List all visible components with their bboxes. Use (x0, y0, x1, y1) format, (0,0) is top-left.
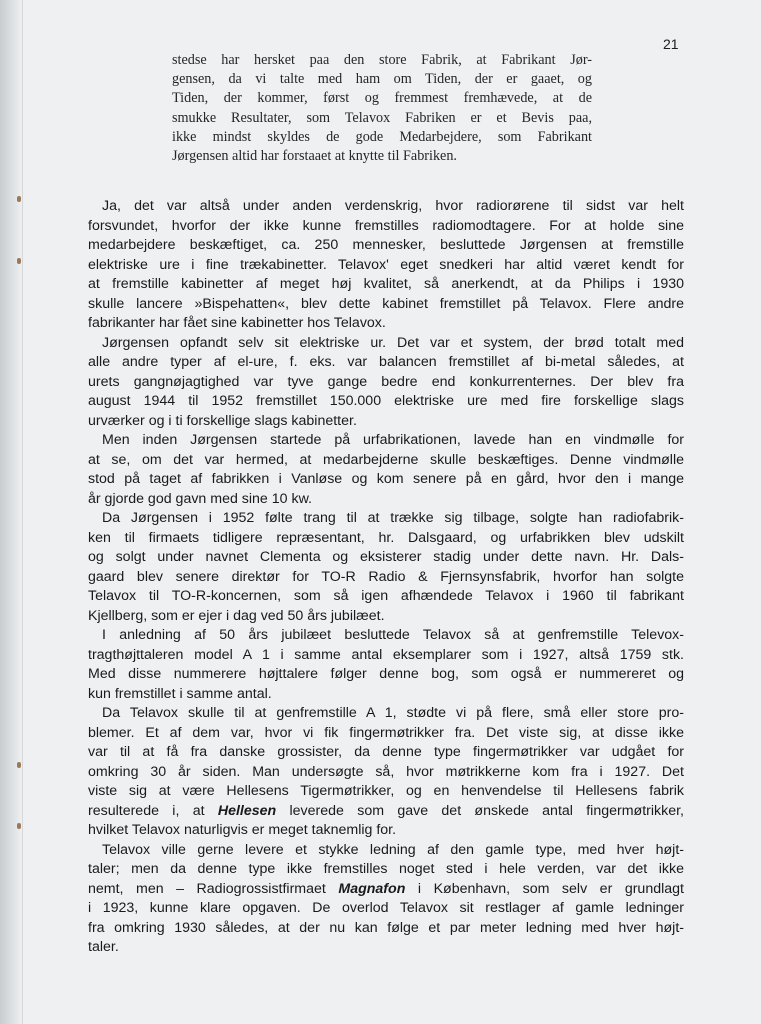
body-line: viste sig at være Hellesens Tigermøtrikker, og en henvendelse til Hellesens fabrik (88, 783, 684, 799)
body-line: I anledning af 50 års jubilæet besluttede Telavox så at genfremstille Televox- (102, 627, 684, 643)
body-line: urets gangnøjagtighed var tyve gange bedre end konkurrenternes. Der blev fra (88, 373, 684, 390)
quote-line: stedse har hersket paa den store Fabrik, at Fabrikant Jør- (172, 52, 592, 68)
body-text-run: nemt, men – Radiogrossistfirmaet (88, 880, 339, 897)
page-number: 21 (663, 36, 679, 52)
quote-block (172, 51, 592, 166)
body-line: Med disse nummerere højttalere følger denne bog, som også er nummereret og (88, 666, 684, 682)
body-line: Kjellberg, som er ejer i dag ved 50 års jubilæet. (88, 607, 385, 624)
binding-hole (17, 762, 21, 768)
body-line: og solgt under navnet Clementa og eksisterer stadig under dette navn. Hr. Dals- (88, 549, 684, 565)
body-text-run: i København, som selv er grundlagt (405, 880, 684, 897)
binding-edge (0, 0, 23, 1024)
quote-line: Tiden, der kommer, først og fremmest fremhævede, at de (172, 90, 592, 107)
body-line: skulle lancere »Bispehatten«, blev dette kabinet fremstillet på Telavox. Flere andre (88, 295, 684, 312)
body-text (88, 197, 684, 958)
body-line: forsvundet, hvorfor der ikke kunne fremstilles radiomodtagere. For at holde sine (88, 217, 684, 234)
body-line: Telavox til TO-R-koncernen, som så igen afhændede Telavox i 1960 til fabrikant (88, 588, 684, 604)
body-line: Telavox ville gerne levere et stykke ledning af den gamle type, med hver højt- (102, 841, 684, 858)
body-line: ken til firmaets tidligere repræsentant, hr. Dalsgaard, og urfabrikken blev udskilt (88, 529, 684, 546)
body-line: var til at få fra danske grossister, da denne type fingermøtrikker var udgået for (88, 744, 684, 760)
binding-hole (17, 823, 21, 829)
body-line: Men inden Jørgensen startede på urfabrikationen, lavede han en vindmølle for (102, 432, 684, 448)
body-line: år gjorde god gavn med sine 10 kw. (88, 490, 312, 507)
body-line: medarbejdere beskæftiget, ca. 250 mennesker, besluttede Jørgensen at fremstille (88, 237, 684, 253)
body-line: tragthøjttaleren model A 1 i samme antal eksemplarer som i 1927, altså 1759 stk. (88, 646, 684, 663)
quote-line: smukke Resultater, som Telavox Fabriken er et Bevis paa, (172, 109, 592, 126)
body-line: at fremstille kabinetter af meget høj kvalitet, så anerkendt, at da Philips i 1930 (88, 276, 684, 292)
quote-line: gensen, da vi talte med ham om Tiden, der er gaaet, og (172, 71, 592, 88)
body-line: blemer. Et af dem var, hvor vi fik fingermøtrikker fra. Det viste sig, at disse ikke (88, 724, 684, 741)
body-line: at se, om det var hermed, at medarbejderne skulle beskæftiges. Denne vindmølle (88, 451, 684, 468)
body-line: gaard blev senere direktør for TO-R Radio & Fjernsynsfabrik, hvorfor han solgte (88, 568, 684, 585)
body-line: hvilket Telavox naturligvis er meget taknemlig for. (88, 822, 397, 838)
body-line: Da Jørgensen i 1952 følte trang til at trække sig tilbage, solgte han radiofabrik- (102, 510, 684, 526)
body-line (88, 880, 684, 900)
body-line: kun fremstillet i samme antal. (88, 685, 272, 702)
brand-name-magnafon: Magnafon (338, 880, 406, 897)
body-line: august 1944 til 1952 fremstillet 150.000 elektriske ure med fire forskellige slags (88, 393, 684, 409)
body-line: fra omkring 1930 således, at der nu kan følge et par meter ledning med hver højt- (88, 919, 684, 936)
body-line: Da Telavox skulle til at genfremstille A 1, stødte vi på flere, små eller store pro- (102, 705, 684, 721)
body-line: urværker og i ti forskellige slags kabinetter. (88, 412, 357, 429)
body-line: stod på taget af fabrikken i Vanløse og kom senere på en gård, hvor den i mange (88, 471, 684, 487)
binding-hole (17, 258, 21, 264)
body-line: elektriske ure i fine trækabinetter. Telavox' eget snedkeri har altid været kendt for (88, 256, 684, 273)
binding-hole (17, 196, 21, 202)
brand-name-hellesen: Hellesen (217, 802, 277, 819)
body-line: i 1923, kunne klare opgaven. De overlod Telavox sit restlager af gamle ledninger (88, 900, 684, 916)
body-line (88, 802, 684, 822)
body-line: alle andre typer af el-ure, f. eks. var balancen fremstillet af bi-metal således, at (88, 354, 684, 370)
body-text-run: resulterede i, at (88, 802, 218, 819)
body-text-run: leverede som gave det ønskede antal fingermøtrikker, (276, 802, 684, 819)
body-line: omkring 30 år siden. Man undersøgte så, hvor møtrikkerne kom fra i 1927. Det (88, 763, 684, 780)
body-line: Jørgensen opfandt selv sit elektriske ur. Det var et system, der brød totalt med (102, 334, 684, 351)
body-line: Ja, det var altså under anden verdenskrig, hvor radiorørene til sidst var helt (102, 198, 684, 214)
body-line: fabrikanter har fået sine kabinetter hos Telavox. (88, 315, 386, 331)
body-line: taler; men da denne type ikke fremstilles noget sted i hele verden, var det ikke (88, 861, 684, 877)
body-line: taler. (88, 939, 119, 955)
quote-line: ikke mindst skyldes de gode Medarbejdere, som Fabrikant (172, 128, 592, 145)
quote-line: Jørgensen altid har forstaaet at knytte til Fabriken. (172, 148, 457, 165)
